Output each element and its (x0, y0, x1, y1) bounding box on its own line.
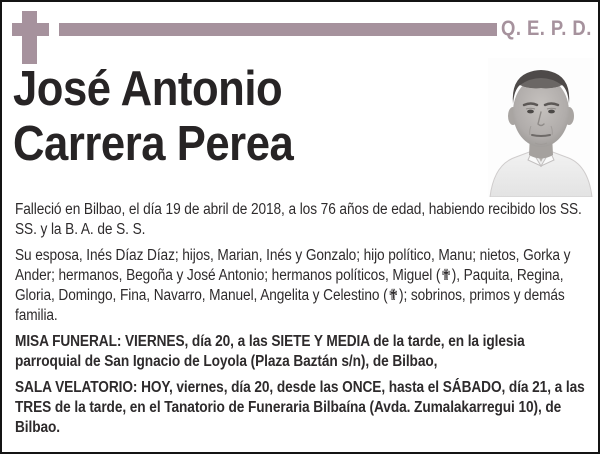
funeral-mass-paragraph: MISA FUNERAL: VIERNES, día 20, a las SIETE Y MEDIA de la tarde, en la iglesia parroquial de San Ignacio de Loyola (Plaza Baztán s/n), de Bilbao, (15, 333, 525, 370)
deceased-photo (488, 58, 594, 197)
cross-icon-horizontal-bar (12, 23, 49, 36)
qepd-label: Q. E. P. D. (501, 17, 592, 40)
portrait-illustration (488, 58, 594, 197)
header-rule (59, 23, 497, 36)
deceased-name (13, 62, 494, 172)
deceased-name-line2: Carrera Perea (13, 117, 294, 171)
cross-icon-vertical-bar (22, 11, 37, 64)
deceased-name-line1: José Antonio (13, 62, 283, 116)
obituary-body (15, 200, 587, 444)
family-paragraph: Su esposa, Inés Díaz Díaz; hijos, Marian, Inés y Gonzalo; hijo político, Manu; nietos, Gorka y Ander; hermanos, Begoña y José Antonio; hermanos políticos, Miguel (✟), Paquita, Regina, Gloria, Domingo, Fina, Navarro, Manuel, Angelita y Celestino (✟); sobrinos, primos y demás familia. (15, 247, 571, 324)
wake-room-paragraph: SALA VELATORIO: HOY, viernes, día 20, desde las ONCE, hasta el SÁBADO, día 21, a las TRES de la tarde, en el Tanatorio de Funeraria Bilbaína (Avda. Zumalakarregui 10), de Bilbao. (15, 379, 585, 436)
death-notice-paragraph: Falleció en Bilbao, el día 19 de abril de 2018, a los 76 años de edad, habiendo recibido los SS. SS. y la B. A. de S. S. (15, 201, 582, 238)
